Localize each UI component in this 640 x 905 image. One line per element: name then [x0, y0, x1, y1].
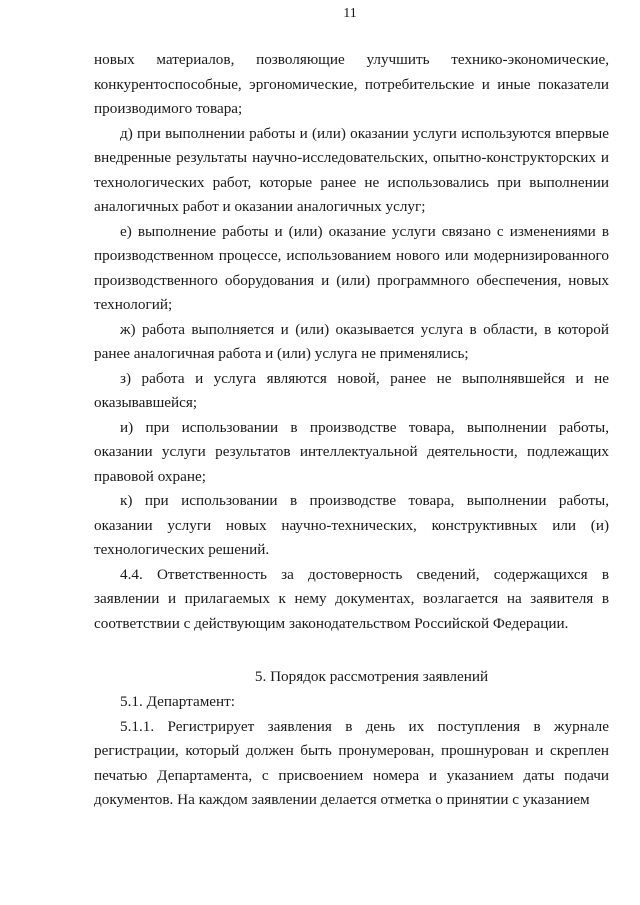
body-text-upper	[94, 48, 609, 636]
paragraph-item-k: к) при использовании в производстве товара, выполнении работы, оказании услуги новых научно-технических, конструктивных или (и) технологических решений.	[94, 492, 609, 558]
paragraph-item-i: и) при использовании в производстве товара, выполнении работы, оказании услуги результатов интеллектуальной деятельности, подлежащих правовой охране;	[94, 418, 609, 485]
paragraph-item-d: д) при выполнении работы и (или) оказании услуги используются впервые внедренные результаты научно-исследовательских, опытно-конструкторских и технологических работ, которые ранее не использовались при выполнении аналогичных работ и оказании аналогичных услуг;	[94, 124, 609, 215]
paragraph-5-1-1: 5.1.1. Регистрирует заявления в день их поступления в журнале регистрации, который должен быть пронумерован, прошнурован и скреплен печатью Департамента, с присвоением номера и указанием даты подачи документов. На каждом заявлении делается отметка о принятии с указанием	[94, 717, 609, 808]
paragraph-item-z: з) работа и услуга являются новой, ранее не выполнявшейся и не оказывавшейся;	[94, 369, 609, 411]
paragraph-5-1: 5.1. Департамент:	[120, 693, 236, 710]
paragraph-item-e: е) выполнение работы и (или) оказание услуги связано с изменениями в производственном процессе, использованием нового или модернизированного производственного оборудования и (или) программного обеспечения, новых технологий;	[94, 222, 609, 313]
section-heading: 5. Порядок рассмотрения заявлений	[254, 668, 489, 685]
paragraph-continuation: новых материалов, позволяющие улучшить технико-экономические, конкурентоспособные, эргономические, потребительские и иные показатели производимого товара;	[94, 51, 609, 117]
page-number: 11	[343, 6, 357, 21]
paragraph-item-zh: ж) работа выполняется и (или) оказывается услуга в области, в которой ранее аналогичная работа и (или) услуга не применялись;	[94, 320, 609, 362]
paragraph-4-4: 4.4. Ответственность за достоверность сведений, содержащихся в заявлении и прилагаемых к нему документах, возлагается на заявителя в соответствии с действующим законодательством Российской Федерации.	[94, 565, 609, 632]
body-text-lower	[94, 690, 609, 813]
